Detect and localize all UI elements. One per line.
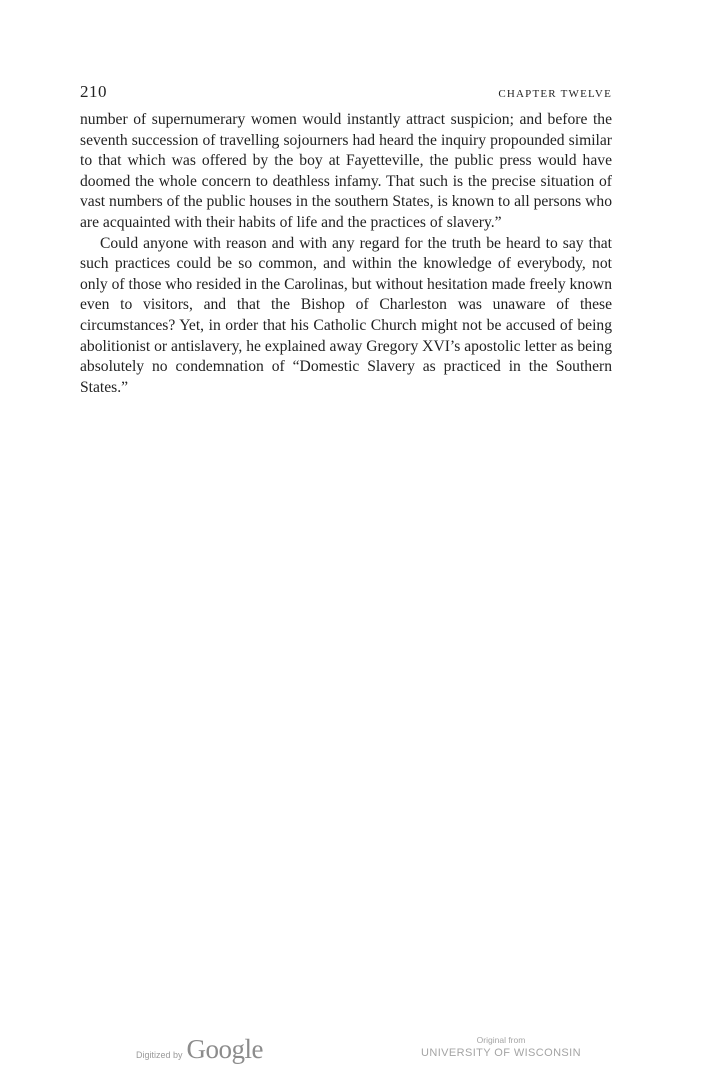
original-source: UNIVERSITY OF WISCONSIN [421, 1047, 581, 1059]
original-label: Original from [476, 1035, 526, 1045]
body-text [80, 110, 612, 398]
chapter-title: CHAPTER TWELVE [498, 88, 612, 100]
scan-watermark-footer [0, 1030, 711, 1070]
paragraph: Could anyone with reason and with any regard for the truth be heard to say that such practices could be so common, and within the knowledge of everybody, not only of those who resided in the Carolinas, but without hesitation made freely known even to visitors, and that the Bishop of Charleston was unaware of these circumstances? Yet, in order that his Catholic Church might not be accused of being abolitionist or antislavery, he explained away Gregory XVI’s apostolic letter as being absolutely no condemnation of “Domestic Slavery as practiced in the Southern States.” [80, 234, 612, 396]
paragraph-continued: number of supernumerary women would instantly attract suspicion; and before the seventh succession of travelling sojourners had heard the inquiry propounded similar to that which was offered by the boy at Fayetteville, the public press would have doomed the whole concern to deathless infamy. That such is the precise situation of vast numbers of the public houses in the southern States, is known to all persons who are acquainted with their habits of life and the practices of slavery.” [80, 111, 612, 231]
digitized-by-google-watermark [136, 1034, 263, 1065]
original-source-watermark [418, 1035, 584, 1060]
page-number: 210 [80, 82, 107, 101]
running-head [80, 82, 612, 102]
book-page [80, 82, 612, 398]
google-logo: Google [186, 1034, 264, 1064]
digitized-label: Digitized by [136, 1050, 183, 1060]
